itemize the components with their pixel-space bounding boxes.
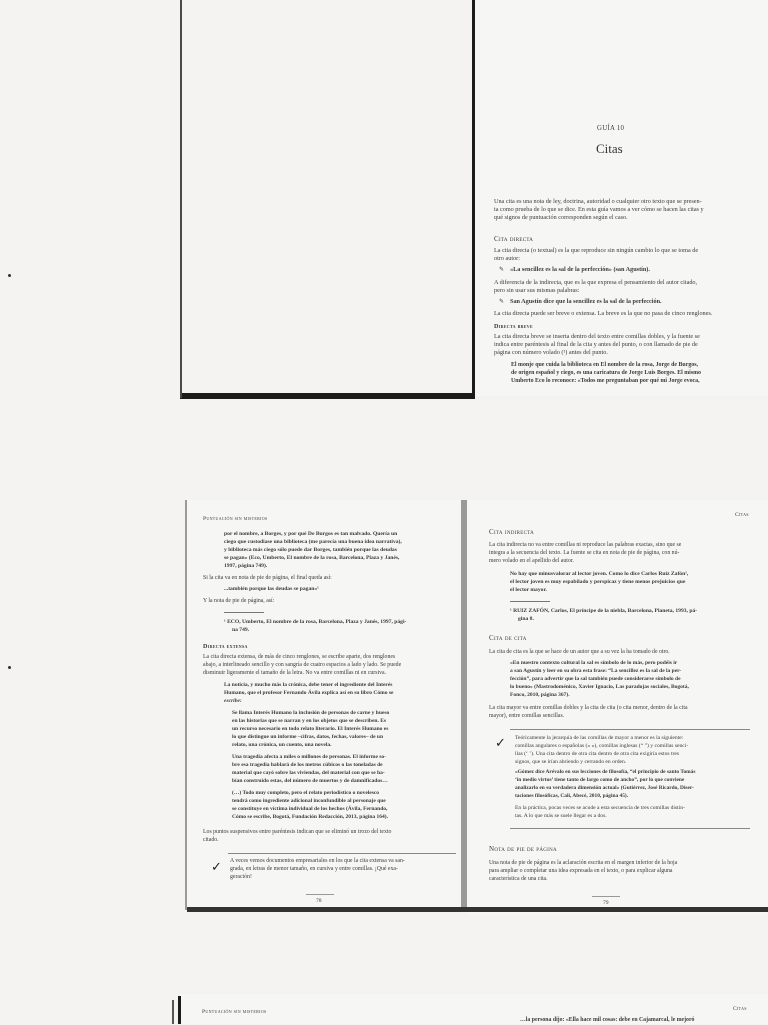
page-number-rule xyxy=(592,896,620,897)
tip-rule-bottom xyxy=(510,828,750,829)
footnote-rule xyxy=(224,612,264,613)
page-number: 79 xyxy=(603,900,609,906)
tip-line: ‘in medio virtus’ tiene tanto de largo como de ancho”, por lo que conviene xyxy=(515,777,685,783)
tip-line: geración! xyxy=(230,874,252,880)
guide-header: GUÍA 10 xyxy=(597,125,625,132)
quote-line: Humano, que el profesor Fernando Ávila explica así en su libro Cómo se xyxy=(224,690,394,696)
middle-left-edge xyxy=(185,500,187,910)
tip-line: «Gómez dice Arévalo en sus lecciones de filosofía, “el principio de santo Tomás xyxy=(515,769,696,775)
quote-line: Umberto Eco lo reconoce: «Todos me preguntaban por qué mi Jorge evoca, xyxy=(511,378,700,384)
quote-line: de origen español y ciego, es una caricatura de Jorge Luis Borges. El mismo xyxy=(511,370,701,376)
bullet-icon xyxy=(8,274,11,277)
quote-line: se constituye en víctima individual de los hechos (Ávila, Fernando, xyxy=(232,806,388,812)
text-line: Una nota de pie de página es la aclaración escrita en el margen inferior de la hoja xyxy=(489,860,678,866)
middle-gutter xyxy=(461,500,467,912)
bullet-icon xyxy=(8,666,11,669)
tip-rule-top xyxy=(228,853,456,854)
section-heading: Cita indirecta xyxy=(489,528,535,536)
check-icon: ✓ xyxy=(211,859,222,874)
quote-line: por el nombre, a Borges, y por qué De Burgos es tan malvado. Quería un xyxy=(224,531,398,537)
top-bottom-edge xyxy=(180,393,475,399)
section-heading: Nota de pie de página xyxy=(489,845,557,853)
text-line: página con número volado (¹) antes del punto. xyxy=(494,349,608,356)
text-line: citado. xyxy=(203,837,219,843)
running-head-right: Citas xyxy=(733,1006,747,1012)
text-line: Y la nota de pie de página, así: xyxy=(203,598,275,604)
text-line: La cita mayor va entre comillas dobles y la cita de cita (o cita menor, dentro de la cita xyxy=(489,705,688,711)
tip-rule-top xyxy=(510,729,750,730)
quote-line: El monje que cuida la biblioteca en El nombre de la rosa, Jorge de Burgos, xyxy=(511,362,698,368)
tip-line: comillas angulares o españolas (« »), comillas inglesas (“ ”) y comillas senci- xyxy=(515,743,689,749)
section-heading: Directa breve xyxy=(494,323,533,330)
tip-line: signos, que se irían abriendo y cerrando en orden. xyxy=(515,759,627,765)
quote-line: bían construido estas, del número de muertos y de damnificados… xyxy=(232,778,388,784)
section-heading: Directa extensa xyxy=(203,643,248,650)
text-fragment: …la persona dijo: «Ella hace mil cosas: debe en Cajamarcal, le mejoró xyxy=(520,1017,695,1023)
quote-line: y biblioteca más ciego sólo puede dar Borges, también porque las deudas xyxy=(224,547,397,553)
quote-line: La noticia, y mucho más la crónica, debe tener el ingrediente del Interés xyxy=(224,682,393,688)
tip-line: analizarlo en su verdadera dimensión actual» (Gutiérrez, José Ricardo, Diser- xyxy=(515,785,694,791)
section-heading: Cita de cita xyxy=(489,634,527,642)
quote-line: «En nuestro contexto cultural la sal es símbolo de lo más, pero podéis ir xyxy=(510,660,678,666)
top-left-edge xyxy=(180,0,182,398)
text-line: Una cita es una nota de ley, doctrina, autoridad o cualquier otro texto que se presen- xyxy=(494,198,702,205)
text-line: ta como prueba de lo que se dice. En esta guía vamos a ver cómo se hacen las citas y xyxy=(494,206,704,213)
example-line: San Agustín dice que la sencillez es la sal de la perfección. xyxy=(510,298,662,305)
quote-line: un recurso necesario en todo relato literario. El Interés Humano es xyxy=(232,726,389,732)
guide-title: Citas xyxy=(596,141,623,156)
quote-line: No hay que minusvalorar al lector joven. Como lo dice Carlos Ruiz Zafón¹, xyxy=(510,571,689,577)
text-line: Si la cita va en nota de pie de página, el final queda así: xyxy=(203,575,332,581)
quote-line: el lector mayor. xyxy=(510,587,547,593)
pencil-icon: ✎ xyxy=(499,266,505,273)
text-line: indica entre paréntesis al final de la cita y antes del punto, o con llamado de pie de xyxy=(494,341,698,348)
quote-line: Cómo se escribe, Bogotá, Fundación Redacción, 2013, página 164). xyxy=(232,814,388,820)
tip-line: taciones filosóficas, Cali, Abecé, 2010, página 45). xyxy=(515,793,629,799)
middle-bottom-edge xyxy=(187,907,768,912)
page-number: 78 xyxy=(316,898,322,904)
running-head-right: Citas xyxy=(735,512,749,518)
page-number-rule xyxy=(306,894,334,895)
quote-line: material que cayó sobre las viviendas, del material con que se ha- xyxy=(232,770,385,776)
quote-line: (…) Todo muy completo, pero el relato periodístico o novelesco xyxy=(232,790,380,796)
tip-line: grada, en letras de menor tamaño, en cursiva y entre comillas. ¡Qué exa- xyxy=(230,866,398,872)
quote-line: bre esa tragedia hablará de los metros cúbicos o las toneladas de xyxy=(232,762,383,768)
quote-line: Fonco, 2010, página 367). xyxy=(510,692,570,698)
quote-line: lo que distingue un informe –cifras, datos, fechas, valores– de un xyxy=(232,734,384,740)
text-line: mero volado en el apellido del autor. xyxy=(489,558,574,564)
text-line: abajo, a interlineado sencillo y con sangría de cuatro espacios a lado y lado. Se puede xyxy=(203,662,402,668)
text-line: para ampliar o completar una idea expresada en el texto, o para explicar alguna xyxy=(489,868,673,874)
running-head-left: Puntuación sin misterios xyxy=(202,1009,267,1015)
quote-line: escribe: xyxy=(224,698,242,704)
text-line: La cita directa (o textual) es la que reproduce sin ningún cambio lo que se toma de xyxy=(494,247,699,254)
text-line: La cita directa breve se inserta dentro del texto entre comillas dobles, y la fuente se xyxy=(494,333,700,340)
quote-line: ciego que custodiase una biblioteca (me parecía una buena idea narrativa), xyxy=(224,539,402,545)
text-line: La cita directa puede ser breve o extensa. La breve es la que no pasa de cinco renglones. xyxy=(494,310,713,317)
footnote-line: gina 8. xyxy=(518,616,534,622)
text-line: A diferencia de la indirecta, que es la que expresa el pensamiento del autor citado, xyxy=(494,279,698,286)
check-icon: ✓ xyxy=(495,735,506,750)
text-line: pero sin usar sus mismas palabras: xyxy=(494,287,580,294)
text-line: integra a la secuencia del texto. La fuente se cita en nota de pie de página, con nú- xyxy=(489,550,680,556)
tip-line: Teóricamente la jerarquía de las comillas de mayor a menor es la siguiente: xyxy=(515,735,684,741)
quote-line: fección”, para advertir que la sal también puede considerarse símbolo de xyxy=(510,676,681,682)
example-line: «La sencillez es la sal de la perfección» (san Agustín). xyxy=(510,266,650,273)
quote-line: relato, una crónica, un cuento, una novela. xyxy=(232,742,332,748)
text-line: qué signos de puntuación corresponden según el caso. xyxy=(494,214,628,221)
pencil-icon: ✎ xyxy=(499,298,505,305)
footnote-line: ¹ ECO, Umberto, El nombre de la rosa, Barcelona, Plaza y Janés, 1997, pági- xyxy=(224,619,407,625)
bottom-left-edge xyxy=(172,1000,174,1024)
running-head-left: Puntuación sin misterios xyxy=(203,516,268,522)
tip-line: A veces vemos documentos empresariales en los que la cita extensa va san- xyxy=(230,858,405,864)
text-line: Los puntos suspensivos entre paréntesis indican que se eliminó un trozo del texto xyxy=(203,829,392,835)
text-line: disminuir ligeramente el tamaño de la letra. No va entre comillas ni en cursiva. xyxy=(203,670,387,676)
text-line: La cita indirecta no va entre comillas ni reproduce las palabras exactas, sino que se xyxy=(489,542,682,548)
top-binding-shadow xyxy=(472,0,475,398)
quote-line: se pagan» (Eco, Umberto, El nombre de la rosa, Barcelona, Plaza y Janés, xyxy=(224,555,400,561)
tip-line: llas (‘ ’). Una cita dentro de otra cita dentro de otra cita exigiría estos tres xyxy=(515,751,680,757)
text-line: otro autor: xyxy=(494,255,520,262)
quote-line: a san Agustín y leer en su obra esta frase: “La sencillez es la sal de la per- xyxy=(510,668,682,674)
example-line: ...también porque las deudas se pagan»¹ xyxy=(224,586,319,592)
footnote-line: ¹ RUIZ ZAFÓN, Carlos, El príncipe de la niebla, Barcelona, Planeta, 1993, pá- xyxy=(510,608,698,614)
text-line: característica de una cita. xyxy=(489,876,548,882)
quote-line: lo bueno» (Mastrodoménico, Xavier Ignacio, Las paradojas sociales, Bogotá, xyxy=(510,684,689,690)
tip-line: En la práctica, pocas veces se acude a esta secuencia de tres comillas distin- xyxy=(515,805,685,811)
tip-line: tas. A lo que más se suele llegar es a dos. xyxy=(515,813,607,819)
quote-line: Se llama Interés Humano la inclusión de personas de carne y hueso xyxy=(232,710,390,716)
text-line: La cita directa extensa, de más de cinco renglones, se escribe aparte, dos renglones xyxy=(203,654,396,660)
text-line: mayor), entre comillas sencillas. xyxy=(489,713,565,719)
quote-line: el lector joven es muy espabilado y perspicaz y tiene menos prejuicios que xyxy=(510,579,686,585)
bottom-left-edge xyxy=(178,996,181,1024)
section-heading: Cita directa xyxy=(494,235,534,243)
quote-line: Una tragedia afecta a miles o millones de personas. El informe so- xyxy=(232,754,386,760)
text-line: La cita de cita es la que se hace de un autor que a su vez la ha tomado de otro. xyxy=(489,649,670,655)
quote-line: tendrá como ingrediente adicional inconfundible al personaje que xyxy=(232,798,386,804)
quote-line: en las historias que se narran y en los objetos que se describen. Es xyxy=(232,718,387,724)
footnote-rule xyxy=(510,601,550,602)
footnote-line: na 749. xyxy=(232,627,250,633)
quote-line: 1997, página 749). xyxy=(224,563,268,569)
